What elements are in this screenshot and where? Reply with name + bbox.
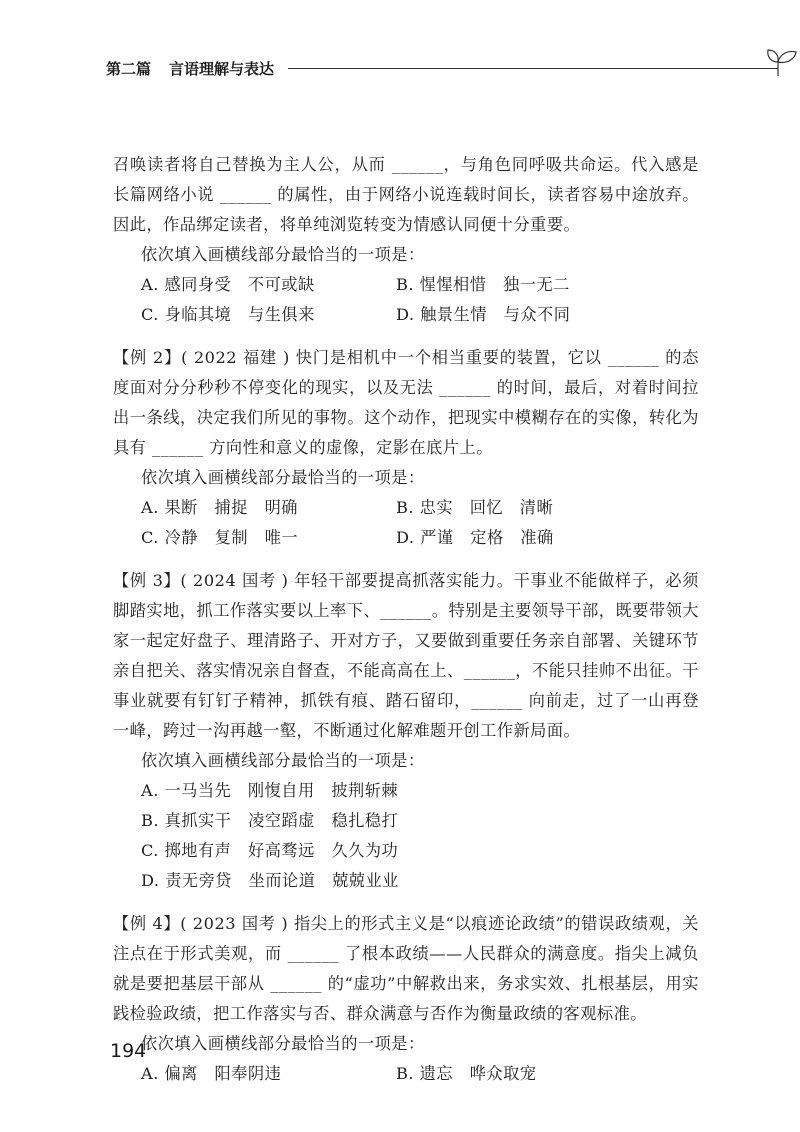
question-prompt: 依次填入画横线部分最恰当的一项是： xyxy=(141,245,425,264)
option-c: C. 冷静 复制 唯一 xyxy=(141,528,299,547)
option-b: B. 忠实 回忆 清晰 xyxy=(396,498,554,517)
question-block xyxy=(113,566,699,896)
example-text: 【例 3】( 2024 国考 ) 年轻干部要提高抓落实能力。干事业不能做样子，必须脚踏实地，抓工作落实要以上率下、______。特别是主要领导干部，既要带领大家一起定好盘子、理清路子、开对方子，又要做到重要任务亲自部署、关键环节亲自把关、落实情况亲自督查，不能高高在上、______，不能只挂帅不出征。干事业就要有钉钉子精神，抓铁有痕、踏石留印，______ 向前走，过了一山再登一峰，跨过一沟再越一壑，不断通过化解难题开创工作新局面。 xyxy=(113,571,699,740)
section-title: 言语理解与表达 xyxy=(169,60,275,78)
option-b: B. 遗忘 哗众取宠 xyxy=(396,1064,537,1083)
running-header xyxy=(106,52,706,88)
option-a: A. 偏离 阳奉阴违 xyxy=(141,1064,282,1083)
option-b: B. 真抓实干 凌空蹈虚 稳扎稳打 xyxy=(141,811,399,830)
option-row xyxy=(113,270,699,300)
option-row xyxy=(113,1059,699,1089)
option-row xyxy=(113,493,699,523)
question-prompt: 依次填入画横线部分最恰当的一项是： xyxy=(141,751,425,770)
option-a: A. 果断 捕捉 明确 xyxy=(141,498,298,517)
option-a: A. 一马当先 刚愎自用 披荆斩棘 xyxy=(141,781,399,800)
option-row xyxy=(113,300,699,330)
header-rule xyxy=(288,68,778,69)
page-body xyxy=(113,150,699,1089)
option-row xyxy=(113,523,699,553)
option-c: C. 身临其境 与生俱来 xyxy=(141,305,315,324)
question-prompt: 依次填入画横线部分最恰当的一项是： xyxy=(141,1034,425,1053)
question-block xyxy=(113,150,699,330)
option-d: D. 触景生情 与众不同 xyxy=(396,305,571,324)
example-text: 【例 2】( 2022 福建 ) 快门是相机中一个相当重要的装置，它以 ______ 的态度面对分分秒秒不停变化的现实，以及无法 ______ 的时间，最后，对着时间拉出一条线，决定我们所见的事物。这个动作，把现实中模糊存在的实像，转化为具有 ______ 方向性和意义的虚像，定影在底片上。 xyxy=(113,348,699,457)
option-d: D. 责无旁贷 坐而论道 兢兢业业 xyxy=(141,871,399,890)
option-c: C. 掷地有声 好高骛远 久久为功 xyxy=(141,841,399,860)
option-d: D. 严谨 定格 准确 xyxy=(396,528,554,547)
question-block xyxy=(113,343,699,553)
passage-text: 召唤读者将自己替换为主人公，从而 ______，与角色同呼吸共命运。代入感是长篇网络小说 ______ 的属性，由于网络小说连载时间长，读者容易中途放弃。因此，作品绑定读者，将单纯浏览转变为情感认同便十分重要。 xyxy=(113,155,699,234)
option-b: B. 惺惺相惜 独一无二 xyxy=(396,275,570,294)
page-number: 194 xyxy=(110,1040,147,1062)
sprout-icon xyxy=(766,46,800,78)
question-prompt: 依次填入画横线部分最恰当的一项是： xyxy=(141,468,425,487)
example-text: 【例 4】( 2023 国考 ) 指尖上的形式主义是“以痕迹论政绩”的错误政绩观，关注点在于形式美观，而 ______ 了根本政绩——人民群众的满意度。指尖上减负就是要把基层干部从 ______ 的“虚功”中解救出来，务求实效、扎根基层，用实践检验政绩，把工作落实与否、群众满意与否作为衡量政绩的客观标准。 xyxy=(113,914,699,1023)
part-label: 第二篇 xyxy=(106,60,152,78)
chapter-heading xyxy=(106,58,274,79)
option-a: A. 感同身受 不可或缺 xyxy=(141,275,315,294)
question-block xyxy=(113,909,699,1089)
